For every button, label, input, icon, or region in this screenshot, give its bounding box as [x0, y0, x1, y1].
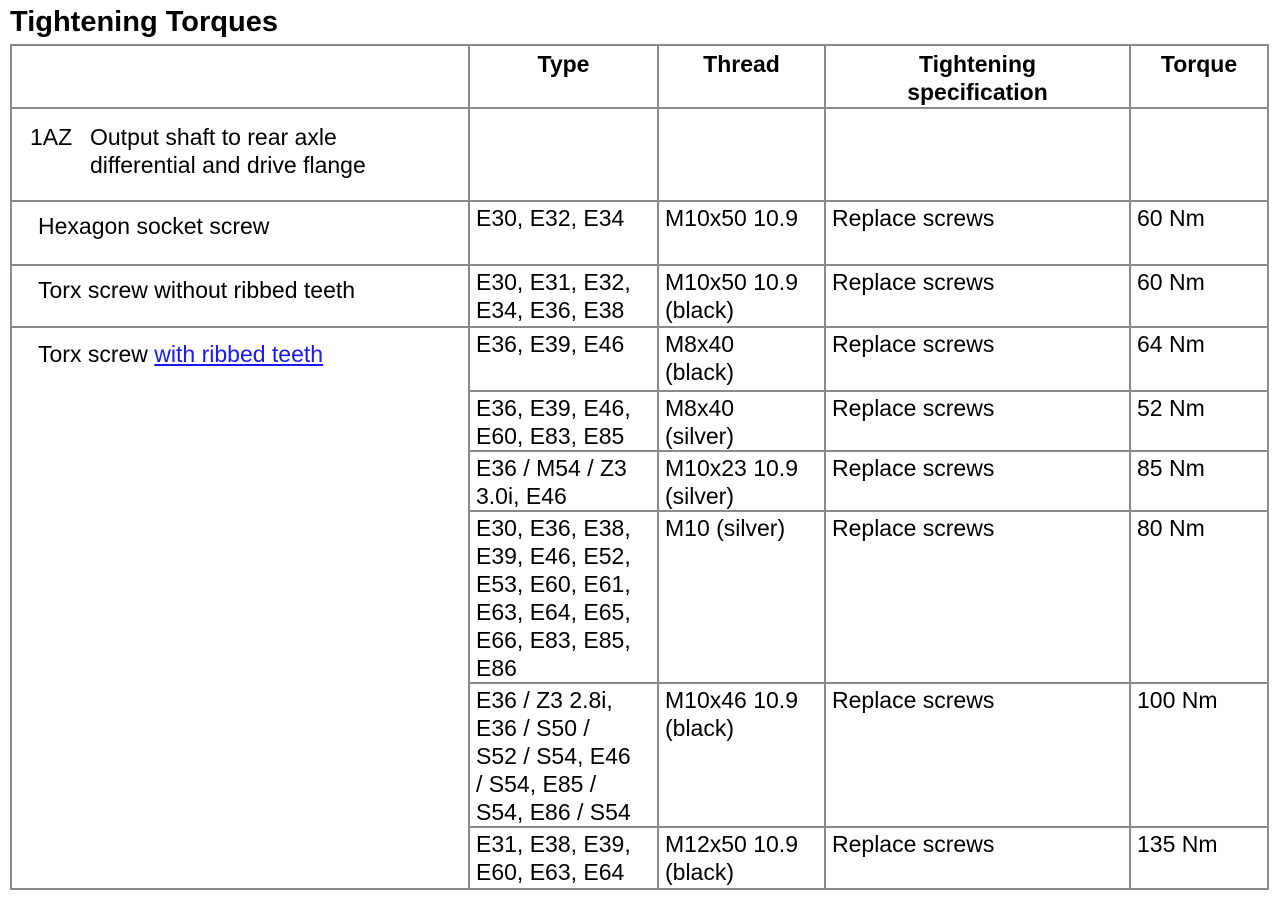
table-header-row [11, 45, 1268, 108]
thread-line: (black) [665, 359, 735, 385]
type-cell [469, 511, 658, 683]
torque-table [10, 44, 1269, 890]
torque-cell: 60 Nm [1130, 201, 1268, 265]
group-type-cell [469, 108, 658, 201]
torque-cell: 52 Nm [1130, 391, 1268, 451]
type-line: E60, E83, E85 [476, 423, 625, 449]
type-line: E39, E46, E52, [476, 543, 631, 569]
type-line: S52 / S54, E46 [476, 743, 631, 769]
type-line: E60, E63, E64 [476, 859, 625, 885]
type-cell [469, 265, 658, 327]
type-cell: E30, E32, E34 [469, 201, 658, 265]
group-torque-cell [1130, 108, 1268, 201]
header-spec-line-1: Tightening [918, 51, 1037, 77]
spec-cell: Replace screws [825, 327, 1130, 391]
type-line: E30, E31, E32, [476, 269, 631, 295]
type-cell [469, 391, 658, 451]
header-torque: Torque [1130, 45, 1268, 108]
type-cell [469, 683, 658, 827]
spec-cell: Replace screws [825, 451, 1130, 511]
part-name: Hexagon socket screw [11, 201, 469, 265]
header-thread: Thread [658, 45, 825, 108]
thread-line: M10x50 10.9 [665, 269, 798, 295]
type-line: E31, E38, E39, [476, 831, 631, 857]
thread-cell [658, 265, 825, 327]
table-row-hexagon-socket-screw [11, 201, 1268, 265]
thread-cell [658, 683, 825, 827]
thread-line: (silver) [665, 423, 734, 449]
thread-line: M8x40 [665, 395, 735, 421]
group-description-line-2: differential and drive flange [90, 152, 366, 178]
type-line: E86 [476, 655, 517, 681]
group-label-cell [11, 108, 469, 201]
thread-line: (black) [665, 859, 735, 885]
group-description [90, 123, 462, 179]
thread-cell [658, 451, 825, 511]
type-line: / S54, E85 / [476, 771, 597, 797]
type-cell [469, 327, 658, 391]
type-line: S54, E86 / S54 [476, 799, 631, 825]
page-title: Tightening Torques [10, 6, 278, 38]
torque-cell: 135 Nm [1130, 827, 1268, 889]
group-row [11, 108, 1268, 201]
part-name-ribbed [11, 327, 469, 889]
torque-cell: 60 Nm [1130, 265, 1268, 327]
group-description-line-1: Output shaft to rear axle [90, 124, 337, 150]
thread-line: (black) [665, 715, 735, 741]
type-cell [469, 827, 658, 889]
thread-line: M10x23 10.9 [665, 455, 798, 481]
with-ribbed-teeth-link[interactable]: with ribbed teeth [154, 341, 324, 367]
thread-cell [658, 391, 825, 451]
thread-cell [658, 827, 825, 889]
torque-cell: 80 Nm [1130, 511, 1268, 683]
group-code: 1AZ [30, 124, 73, 150]
part-name: Torx screw without ribbed teeth [11, 265, 469, 327]
header-spec-line-2: specification [907, 79, 1048, 105]
type-line: E30, E36, E38, [476, 515, 631, 541]
spec-cell: Replace screws [825, 201, 1130, 265]
group-spec-cell [825, 108, 1130, 201]
table-row-torx-without-ribbed-teeth [11, 265, 1268, 327]
type-line: E36 / Z3 2.8i, [476, 687, 613, 713]
spec-cell: Replace screws [825, 683, 1130, 827]
type-line: E53, E60, E61, [476, 571, 631, 597]
spec-cell: Replace screws [825, 265, 1130, 327]
thread-line: M10 (silver) [665, 515, 786, 541]
part-name-prefix: Torx screw [38, 341, 155, 367]
thread-line: M10x46 10.9 [665, 687, 798, 713]
thread-line: (black) [665, 297, 735, 323]
thread-cell: M10x50 10.9 [658, 201, 825, 265]
thread-line: M12x50 10.9 [665, 831, 798, 857]
spec-cell: Replace screws [825, 511, 1130, 683]
spec-cell: Replace screws [825, 827, 1130, 889]
type-line: E63, E64, E65, [476, 599, 631, 625]
torque-cell: 64 Nm [1130, 327, 1268, 391]
header-part [11, 45, 469, 108]
header-tightening-specification [825, 45, 1130, 108]
thread-line: M8x40 [665, 331, 735, 357]
type-line: E34, E36, E38 [476, 297, 625, 323]
type-line: E36, E39, E46 [476, 331, 625, 357]
type-line: E36, E39, E46, [476, 395, 631, 421]
torque-cell: 85 Nm [1130, 451, 1268, 511]
spec-cell: Replace screws [825, 391, 1130, 451]
thread-cell [658, 511, 825, 683]
type-line: E66, E83, E85, [476, 627, 631, 653]
type-line: 3.0i, E46 [476, 483, 567, 509]
table-row-torx-ribbed [11, 327, 1268, 391]
type-line: E36 / S50 / [476, 715, 590, 741]
torque-cell: 100 Nm [1130, 683, 1268, 827]
group-thread-cell [658, 108, 825, 201]
type-line: E36 / M54 / Z3 [476, 455, 627, 481]
header-type: Type [469, 45, 658, 108]
type-cell [469, 451, 658, 511]
thread-line: (silver) [665, 483, 734, 509]
thread-cell [658, 327, 825, 391]
